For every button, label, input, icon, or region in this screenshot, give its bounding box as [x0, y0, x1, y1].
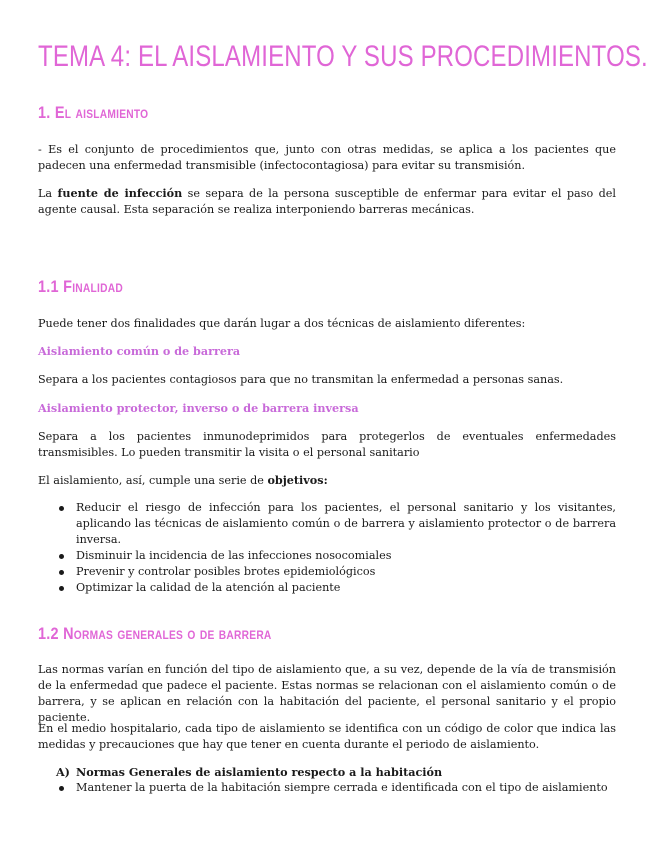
section-heading-finalidad: 1.1 Finalidad — [38, 277, 123, 296]
text-fragment: La — [38, 187, 58, 200]
section-heading-aislamiento: 1. El aislamiento — [38, 103, 149, 122]
paragraph-definition: - Es el conjunto de procedimientos que, junto con otras medidas, se aplica a los pacientes que padecen una enfermedad transmisible (infectocontagiosa) para evitar su transmisión. — [38, 143, 616, 172]
subheading-aislamiento-protector: Aislamiento protector, inverso o de barrera inversa — [38, 401, 359, 415]
subsection-title: Normas Generales de aislamiento respecto a la habitación — [76, 765, 443, 779]
text-fragment: El aislamiento, así, cumple una serie de — [38, 474, 268, 487]
text-fragment: se separa de la persona susceptible de enfermar para evitar el paso del agente causal. Esta separación se realiza interponiendo barreras mecánicas. — [38, 187, 616, 216]
list-item — [38, 780, 616, 796]
document-title: TEMA 4: EL AISLAMIENTO Y SUS PROCEDIMIENTOS. — [38, 40, 648, 73]
subsection-label: A) — [56, 765, 70, 779]
list-item — [38, 500, 616, 548]
bullet-icon — [59, 786, 64, 791]
bullet-icon — [59, 586, 64, 591]
bullet-icon — [59, 554, 64, 559]
list-item-text: Disminuir la incidencia de las infecciones nosocomiales — [76, 549, 392, 562]
list-item-text: Reducir el riesgo de infección para los pacientes, el personal sanitario y los visitantes, aplicando las técnicas de aislamiento común o de barrera y aislamiento protector o de barrera inversa. — [76, 501, 616, 546]
list-item — [38, 564, 616, 580]
subheading-aislamiento-comun: Aislamiento común o de barrera — [38, 344, 241, 358]
list-item — [38, 580, 616, 596]
bold-term-fuente-infeccion: fuente de infección — [57, 186, 183, 200]
list-item-text: Prevenir y controlar posibles brotes epidemiológicos — [76, 565, 376, 578]
list-item-text: Mantener la puerta de la habitación siempre cerrada e identificada con el tipo de aislamiento — [76, 781, 608, 794]
paragraph-aislamiento-protector: Separa a los pacientes inmunodeprimidos para protegerlos de eventuales enfermedades transmisibles. Lo pueden transmitir la visita o el personal sanitario — [38, 430, 616, 459]
paragraph-aislamiento-comun: Separa a los pacientes contagiosos para que no transmitan la enfermedad a personas sanas. — [38, 373, 564, 386]
bold-term-objetivos: objetivos: — [267, 473, 328, 487]
bullet-icon — [59, 570, 64, 575]
list-item-text: Optimizar la calidad de la atención al paciente — [76, 581, 341, 594]
objectives-list — [38, 500, 616, 596]
section-heading-normas: 1.2 Normas generales o de barrera — [38, 624, 272, 643]
habitacion-list — [38, 780, 616, 796]
subsection-a-heading — [56, 765, 442, 779]
list-item — [38, 548, 616, 564]
paragraph-fuente-infeccion — [38, 185, 616, 218]
paragraph-codigo-color: En el medio hospitalario, cada tipo de aislamiento se identifica con un código de color que indica las medidas y precauciones que hay que tener en cuenta durante el periodo de aislamiento. — [38, 722, 616, 751]
paragraph-finalidad-intro: Puede tener dos finalidades que darán lugar a dos técnicas de aislamiento diferentes: — [38, 317, 526, 330]
bullet-icon — [59, 506, 64, 511]
paragraph-normas: Las normas varían en función del tipo de aislamiento que, a su vez, depende de la vía de transmisión de la enfermedad que padece el paciente. Estas normas se relacionan con el aislamiento común o de barrera, y se aplican en relación con la habitación del paciente, el personal sanitario y el propio paciente. — [38, 663, 616, 724]
paragraph-objetivos — [38, 472, 616, 489]
